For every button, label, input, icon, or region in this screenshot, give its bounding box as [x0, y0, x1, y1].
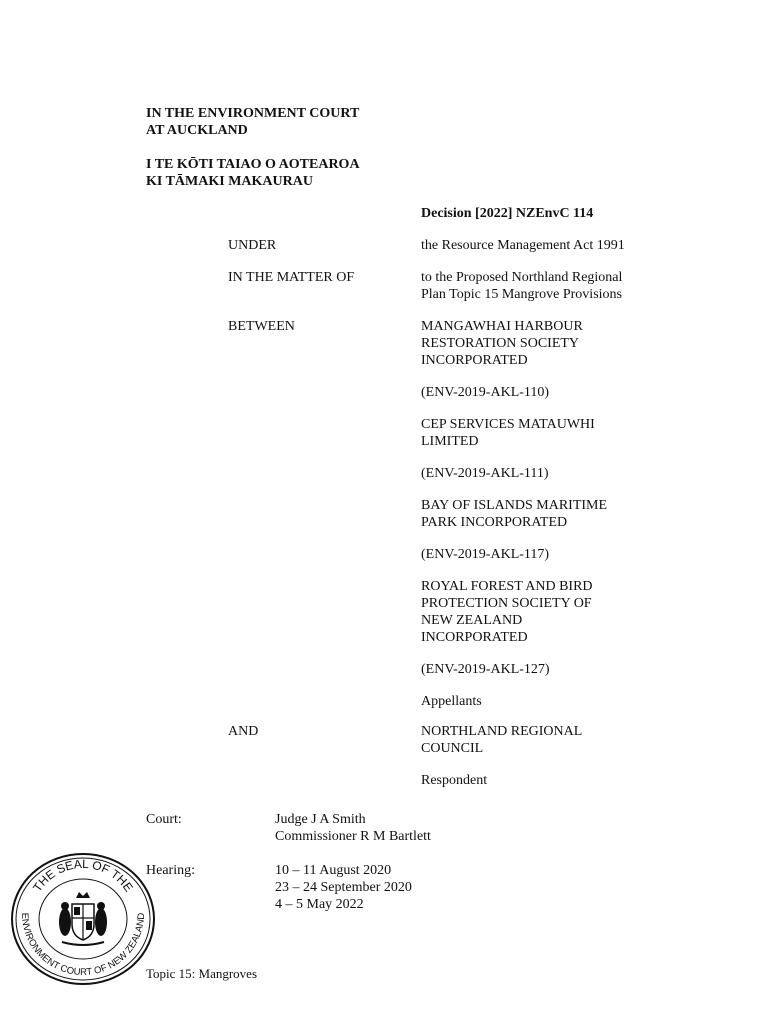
party-name-line: MANGAWHAI HARBOUR: [421, 319, 583, 334]
party-name-line: PARK INCORPORATED: [421, 515, 568, 530]
party-name-line: ROYAL FOREST AND BIRD: [421, 579, 593, 594]
and-label: AND: [228, 724, 259, 739]
under-value: the Resource Management Act 1991: [421, 238, 625, 253]
appellants-list: [421, 318, 681, 710]
matter-label: IN THE MATTER OF: [228, 270, 355, 285]
party-reference: (ENV-2019-AKL-111): [421, 466, 549, 481]
party-name: [421, 578, 681, 646]
court-heading-line-2: AT AUCKLAND: [146, 123, 248, 138]
court-label: Court:: [146, 812, 182, 827]
court-heading-line-1: IN THE ENVIRONMENT COURT: [146, 106, 360, 121]
court-heading-maori-line-2: KI TĀMAKI MAKAURAU: [146, 174, 313, 189]
matter-line-1: to the Proposed Northland Regional: [421, 270, 623, 285]
party-name-line: INCORPORATED: [421, 353, 528, 368]
court-member: Commissioner R M Bartlett: [275, 829, 431, 844]
under-label: UNDER: [228, 238, 277, 253]
matter-line-2: Plan Topic 15 Mangrove Provisions: [421, 287, 622, 302]
party-name: [421, 497, 681, 531]
party-name-line: BAY OF ISLANDS MARITIME: [421, 498, 608, 513]
party-name: [421, 723, 681, 757]
court-member: Judge J A Smith: [275, 812, 366, 827]
respondent-block: [421, 723, 681, 789]
appellants-role: Appellants: [421, 694, 482, 709]
party-reference: (ENV-2019-AKL-117): [421, 547, 550, 562]
party-name-line: PROTECTION SOCIETY OF: [421, 596, 592, 611]
seal-bottom-text: ENVIRONMENT COURT OF NEW ZEALAND: [18, 912, 148, 978]
party-name-line: COUNCIL: [421, 741, 484, 756]
party-name-line: RESTORATION SOCIETY: [421, 336, 580, 351]
hearing-date: 10 – 11 August 2020: [275, 863, 392, 878]
topic-label: Topic 15: Mangroves: [146, 966, 258, 981]
court-seal-icon: [10, 852, 156, 986]
party-name: [421, 318, 681, 369]
party-reference: (ENV-2019-AKL-110): [421, 385, 550, 400]
hearing-label: Hearing:: [146, 863, 195, 878]
between-label: BETWEEN: [228, 319, 295, 334]
court-heading-maori-line-1: I TE KŌTI TAIAO O AOTEAROA: [146, 157, 360, 172]
decision-number: Decision [2022] NZEnvC 114: [421, 206, 594, 221]
party-name-line: CEP SERVICES MATAUWHI: [421, 417, 595, 432]
party-name-line: NORTHLAND REGIONAL: [421, 724, 583, 739]
party-name-line: INCORPORATED: [421, 630, 528, 645]
seal-top-text: THE SEAL OF THE: [30, 856, 136, 895]
respondent-role: Respondent: [421, 773, 488, 788]
hearing-date: 4 – 5 May 2022: [275, 897, 364, 912]
party-name: [421, 416, 681, 450]
party-name-line: LIMITED: [421, 434, 479, 449]
party-reference: (ENV-2019-AKL-127): [421, 662, 550, 677]
hearing-date: 23 – 24 September 2020: [275, 880, 412, 895]
party-name-line: NEW ZEALAND: [421, 613, 523, 628]
